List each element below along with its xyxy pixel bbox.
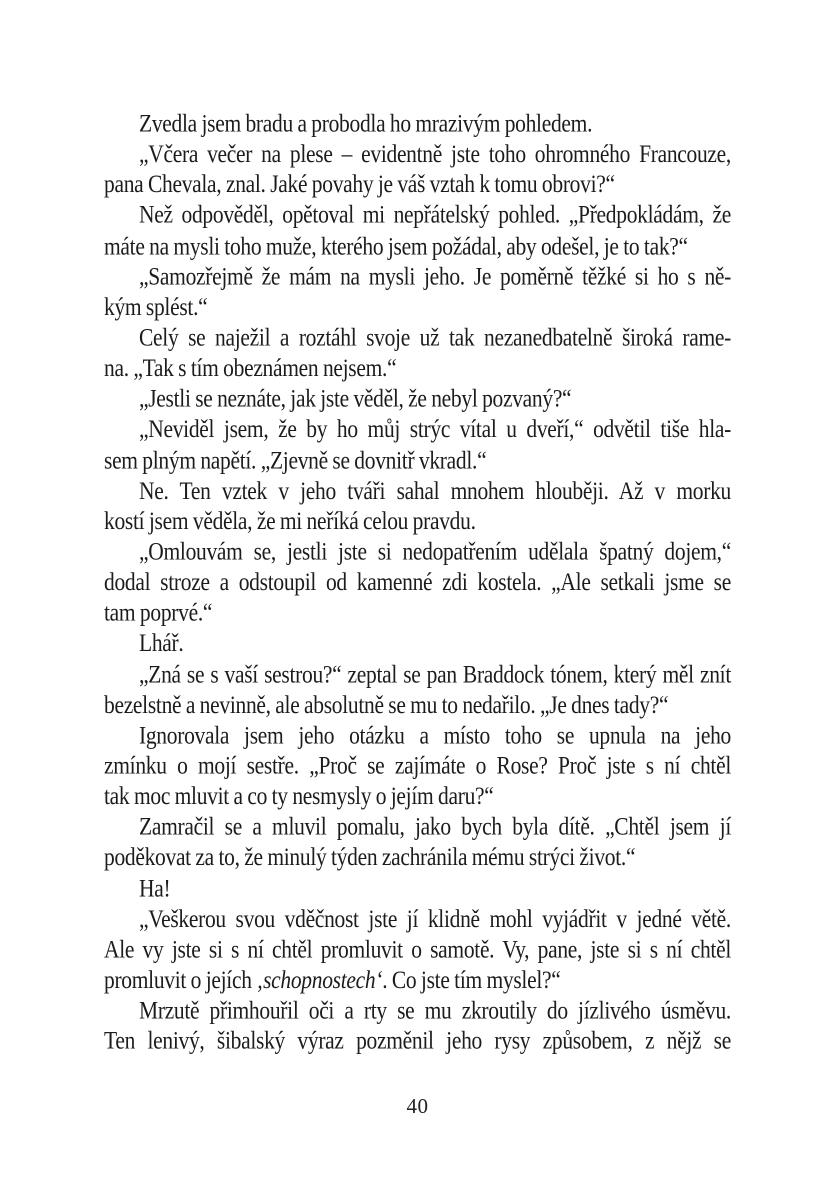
text-line: zmínku o mojí sestře. „Proč se zajímáte o Rose? Proč jste s ní chtěl xyxy=(104,751,731,780)
text-line: Ne. Ten vztek v jeho tváři sahal mnohem hlouběji. Až v morku xyxy=(139,476,731,505)
text-line: Mrzutě přimhouřil oči a rty se mu zkroutily do jízlivého úsměvu. xyxy=(139,996,731,1025)
text-line: kým splést.“ xyxy=(104,292,208,321)
text-line: Zamračil se a mluvil pomalu, jako bych byla dítě. „Chtěl jsem jí xyxy=(139,812,731,841)
text-line: kostí jsem věděla, že mi neříká celou pravdu. xyxy=(104,506,476,535)
text-line: „Zná se s vaší sestrou?“ zeptal se pan Braddock tónem, který měl znít xyxy=(139,659,731,688)
text-line: „Neviděl jsem, že by ho můj strýc vítal u dveří,“ odvětil tiše hla- xyxy=(139,415,731,444)
text-line: Ha! xyxy=(139,873,171,902)
text-line: sem plným napětí. „Zjevně se dovnitř vkradl.“ xyxy=(104,445,487,474)
text-line: Celý se naježil a roztáhl svoje už tak nezanedbatelně široká rame- xyxy=(139,323,731,352)
text-line: Ten lenivý, šibalský výraz pozměnil jeho rysy způsobem, z nějž se xyxy=(104,1026,731,1055)
text-line: Než odpověděl, opětoval mi nepřátelský pohled. „Předpokládám, že xyxy=(139,200,731,230)
text-line: pana Chevala, znal. Jaké povahy je váš vztah k tomu obrovi?“ xyxy=(104,170,615,199)
text-line: „Včera večer na plese – evidentně jste toho ohromného Francouze, xyxy=(139,139,731,168)
text-line: promluvit o jejích ‚schopnostech‘. Co jste tím myslel?“ xyxy=(104,965,561,994)
text-line: máte na mysli toho muže, kterého jsem požádal, aby odešel, je to tak?“ xyxy=(104,231,688,260)
text-line: poděkovat za to, že minulý týden zachránila mému strýci život.“ xyxy=(104,843,636,872)
text-line: bezelstně a nevinně, ale absolutně se mu to nedařilo. „Je dnes tady?“ xyxy=(104,690,669,719)
page-number: 40 xyxy=(406,1094,429,1118)
text-line: dodal stroze a odstoupil od kamenné zdi kostela. „Ale setkali jsme se xyxy=(104,567,731,597)
text-line: tak moc mluvit a co ty nesmysly o jejím daru?“ xyxy=(104,782,494,811)
text-line: Lhář. xyxy=(139,629,184,658)
text-line: „Jestli se neznáte, jak jste věděl, že nebyl pozvaný?“ xyxy=(139,384,572,413)
page-text xyxy=(104,108,731,1056)
text-line: na. „Tak s tím obeznámen nejsem.“ xyxy=(104,353,397,382)
text-line: Zvedla jsem bradu a probodla ho mrazivým pohledem. xyxy=(139,109,593,138)
text-line: „Samozřejmě že mám na mysli jeho. Je poměrně těžké si ho s ně- xyxy=(139,262,731,291)
text-line: tam poprvé.“ xyxy=(104,598,213,627)
text-line: „Veškerou svou vděčnost jste jí klidně mohl vyjádřit v jedné větě. xyxy=(139,904,731,933)
text-line: „Omlouvám se, jestli jste si nedopatřením udělala špatný dojem,“ xyxy=(139,537,731,566)
text-line: Ale vy jste si s ní chtěl promluvit o samotě. Vy, pane, jste si s ní chtěl xyxy=(104,934,731,964)
text-line: Ignorovala jsem jeho otázku a místo toho se upnula na jeho xyxy=(139,720,731,749)
